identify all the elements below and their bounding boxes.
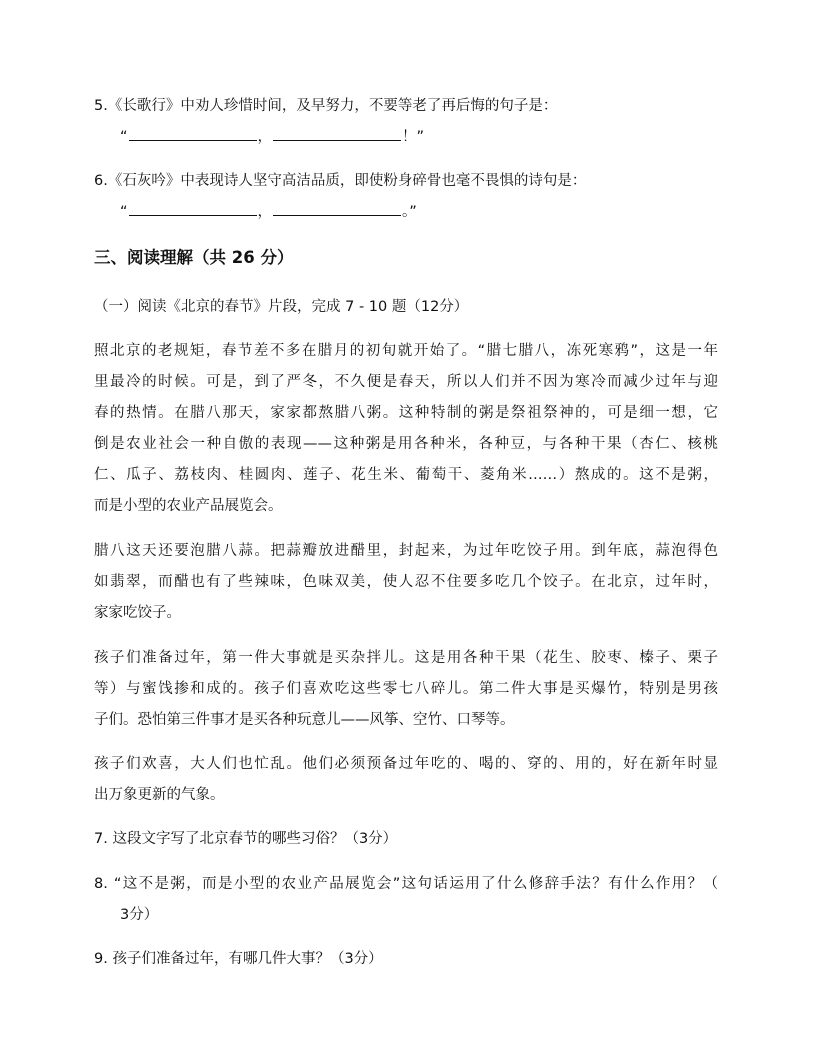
paragraph-1-line: 仁、瓜子、荔枝肉、桂圆肉、莲子、花生米、葡萄干、菱角米……）熬成的。这不是粥，	[94, 467, 718, 483]
paragraph-4-line: 孩子们欢喜，大人们也忙乱。他们必须预备过年吃的、喝的、穿的、用的，好在新年时显	[94, 756, 718, 772]
comma: ，	[257, 204, 273, 220]
question-9: 9. 孩子们准备过年，有哪几件大事？（3分）	[94, 951, 383, 967]
paragraph-3-line: 等）与蜜饯掺和成的。孩子们喜欢吃这些零七八碎儿。第二件大事是买爆竹，特别是男孩	[94, 681, 718, 697]
paragraph-2-line: 腊八这天还要泡腊八蒜。把蒜瓣放进醋里，封起来，为过年吃饺子用。到年底，蒜泡得色	[94, 543, 718, 559]
answer-blank-1[interactable]	[129, 201, 257, 216]
open-quote: “	[120, 204, 128, 220]
question-6-answer-line	[120, 201, 417, 222]
open-quote: “	[120, 129, 128, 145]
paragraph-1-line: 倒是农业社会一种自傲的表现——这种粥是用各种米，各种豆，与各种干果（杏仁、核桃	[94, 436, 718, 452]
question-8-continued: 3分）	[120, 907, 159, 923]
paragraph-1-line: 照北京的老规矩，春节差不多在腊月的初旬就开始了。“腊七腊八，冻死寒鸦”，这是一年	[94, 343, 718, 359]
paragraph-1-line: 而是小型的农业产品展览会。	[94, 498, 283, 514]
comma: ，	[257, 129, 273, 145]
paragraph-2-line: 如翡翠，而醋也有了些辣味，色味双美，使人忍不住要多吃几个饺子。在北京，过年时，	[94, 574, 718, 590]
close-quote: 。”	[402, 204, 417, 220]
paragraph-2-line: 家家吃饺子。	[94, 605, 181, 621]
paragraph-1-line: 春的热情。在腊八那天，家家都熬腊八粥。这种特制的粥是祭祖祭神的，可是细一想，它	[94, 405, 718, 421]
section-heading: 三、阅读理解（共 26 分）	[94, 248, 294, 267]
answer-blank-2[interactable]	[273, 201, 401, 216]
question-5-answer-line	[120, 126, 424, 147]
paragraph-4-line: 出万象更新的气象。	[94, 787, 225, 803]
question-7: 7. 这段文字写了北京春节的哪些习俗？（3分）	[94, 831, 398, 847]
question-5: 5.《长歌行》中劝人珍惜时间，及早努力，不要等老了再后悔的句子是：	[94, 98, 558, 114]
question-8: 8. “这不是粥，而是小型的农业产品展览会”这句话运用了什么修辞手法？有什么作用？（	[94, 876, 718, 892]
question-6: 6.《石灰吟》中表现诗人坚守高洁品质，即使粉身碎骨也毫不畏惧的诗句是：	[94, 173, 587, 189]
part-heading: （一）阅读《北京的春节》片段，完成 7 - 10 题（12分）	[94, 299, 469, 315]
paragraph-1-line: 里最冷的时候。可是，到了严冬，不久便是春天，所以人们并不因为寒冷而减少过年与迎	[94, 374, 718, 390]
paragraph-3-line: 子们。恐怕第三件事才是买各种玩意儿——风筝、空竹、口琴等。	[94, 712, 515, 728]
answer-blank-2[interactable]	[273, 126, 401, 141]
answer-blank-1[interactable]	[129, 126, 257, 141]
paragraph-3-line: 孩子们准备过年，第一件大事就是买杂拌儿。这是用各种干果（花生、胶枣、榛子、栗子	[94, 650, 718, 666]
close-quote: ！”	[402, 129, 425, 145]
